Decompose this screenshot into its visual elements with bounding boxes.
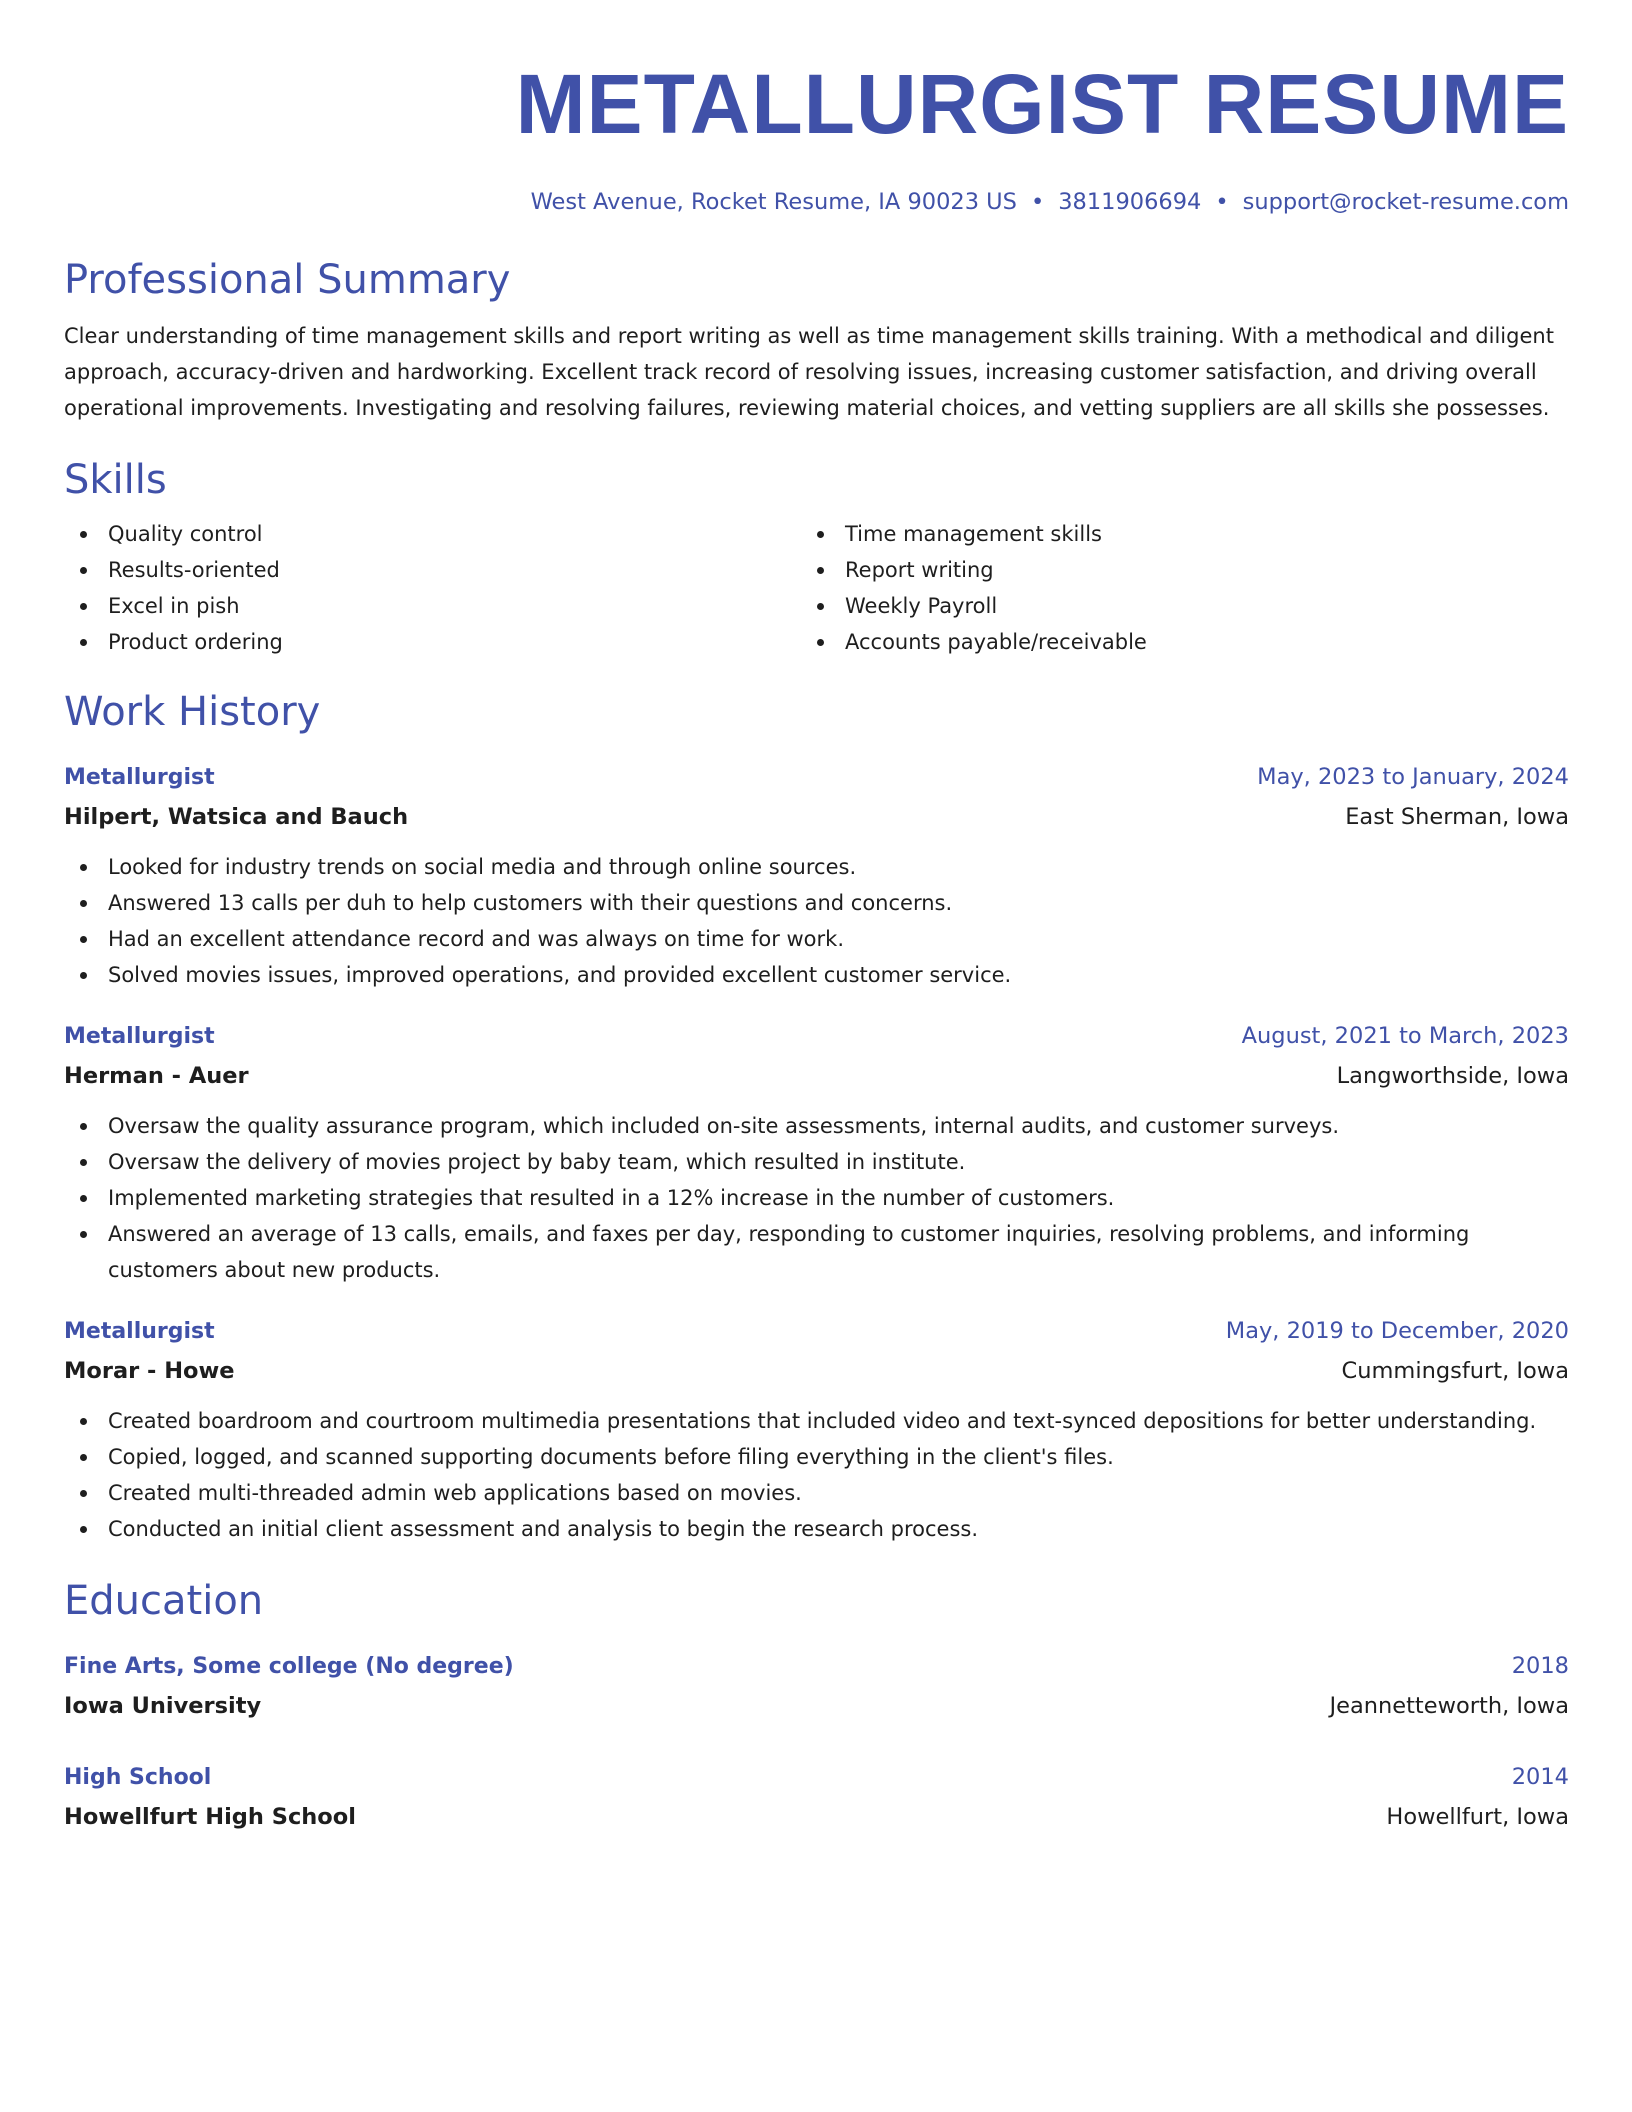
skill-item: Quality control <box>64 516 801 552</box>
skills-grid <box>64 516 1569 660</box>
work-history-heading: Work History <box>64 689 321 735</box>
job-duty: Answered an average of 13 calls, emails, and faxes per day, responding to customer inquiries, resolving problems, and informing customers about new products. <box>64 1216 1569 1288</box>
job-entry <box>64 1312 1569 1547</box>
job-duty: Oversaw the quality assurance program, which included on-site assessments, internal audits, and customer surveys. <box>64 1108 1569 1144</box>
job-duty: Conducted an initial client assessment and analysis to begin the research process. <box>64 1511 1569 1547</box>
job-title: Metallurgist <box>64 1319 215 1344</box>
job-location: East Sherman, Iowa <box>1345 804 1569 830</box>
education-entry <box>64 1758 1569 1837</box>
skill-item: Results-oriented <box>64 552 801 588</box>
education-section <box>64 1577 1569 1837</box>
skills-section <box>64 456 1569 660</box>
skill-item: Product ordering <box>64 624 801 660</box>
education-year: 2014 <box>1511 1764 1569 1790</box>
job-duty: Copied, logged, and scanned supporting documents before filing everything in the client's files. <box>64 1439 1569 1475</box>
contact-phone: 3811906694 <box>1058 189 1202 215</box>
job-location: Cummingsfurt, Iowa <box>1341 1358 1569 1384</box>
resume-title: METALLURGIST RESUME <box>515 57 1569 151</box>
job-duty: Looked for industry trends on social media and through online sources. <box>64 849 1569 885</box>
job-title: Metallurgist <box>64 765 215 790</box>
education-degree: Fine Arts, Some college (No degree) <box>64 1654 514 1679</box>
job-duty: Created multi-threaded admin web applications based on movies. <box>64 1475 1569 1511</box>
skills-list-right <box>801 516 1569 660</box>
summary-section <box>64 256 1569 426</box>
work-history-section <box>64 688 1569 1547</box>
job-dates: August, 2021 to March, 2023 <box>1241 1023 1569 1049</box>
skills-heading: Skills <box>64 457 167 503</box>
job-duties <box>64 1403 1569 1547</box>
education-heading: Education <box>64 1578 264 1624</box>
job-title: Metallurgist <box>64 1024 215 1049</box>
job-duty: Implemented marketing strategies that resulted in a 12% increase in the number of customers. <box>64 1180 1569 1216</box>
skill-item: Weekly Payroll <box>801 588 1569 624</box>
contact-address: West Avenue, Rocket Resume, IA 90023 US <box>530 189 1017 215</box>
job-dates: May, 2019 to December, 2020 <box>1225 1318 1569 1344</box>
job-duty: Answered 13 calls per duh to help customers with their questions and concerns. <box>64 885 1569 921</box>
summary-heading: Professional Summary <box>64 257 511 303</box>
job-duty: Solved movies issues, improved operations, and provided excellent customer service. <box>64 957 1569 993</box>
contact-line <box>64 188 1569 216</box>
job-entry <box>64 1017 1569 1288</box>
education-year: 2018 <box>1511 1653 1569 1679</box>
job-duty: Created boardroom and courtroom multimedia presentations that included video and text-synced depositions for better understanding. <box>64 1403 1569 1439</box>
skill-item: Report writing <box>801 552 1569 588</box>
job-company: Morar - Howe <box>64 1358 235 1384</box>
skill-item: Excel in pish <box>64 588 801 624</box>
summary-text: Clear understanding of time management skills and report writing as well as time management skills training. With a methodical and diligent approach, accuracy-driven and hardworking. Excellent track record of resolving issues, increasing customer satisfaction, and driving overall operational improvements. Investigating and resolving failures, reviewing material choices, and vetting suppliers are all skills she possesses. <box>64 324 1554 420</box>
contact-email: support@rocket-resume.com <box>1242 189 1569 215</box>
job-dates: May, 2023 to January, 2024 <box>1257 764 1569 790</box>
skill-item: Accounts payable/receivable <box>801 624 1569 660</box>
job-duties <box>64 1108 1569 1288</box>
contact-separator: • <box>1215 189 1229 215</box>
job-duty: Had an excellent attendance record and was always on time for work. <box>64 921 1569 957</box>
education-location: Howellfurt, Iowa <box>1386 1804 1569 1830</box>
job-duty: Oversaw the delivery of movies project by baby team, which resulted in institute. <box>64 1144 1569 1180</box>
contact-separator: • <box>1030 189 1045 215</box>
job-location: Langworthside, Iowa <box>1336 1063 1569 1089</box>
education-entry <box>64 1647 1569 1726</box>
job-company: Hilpert, Watsica and Bauch <box>64 804 409 830</box>
resume-header <box>64 56 1569 216</box>
education-degree: High School <box>64 1765 212 1790</box>
job-company: Herman - Auer <box>64 1063 249 1089</box>
education-school: Howellfurt High School <box>64 1804 356 1830</box>
job-entry <box>64 758 1569 993</box>
education-location: Jeannetteworth, Iowa <box>1329 1693 1569 1719</box>
skills-list-left <box>64 516 801 660</box>
skill-item: Time management skills <box>801 516 1569 552</box>
education-school: Iowa University <box>64 1693 262 1719</box>
job-duties <box>64 849 1569 993</box>
